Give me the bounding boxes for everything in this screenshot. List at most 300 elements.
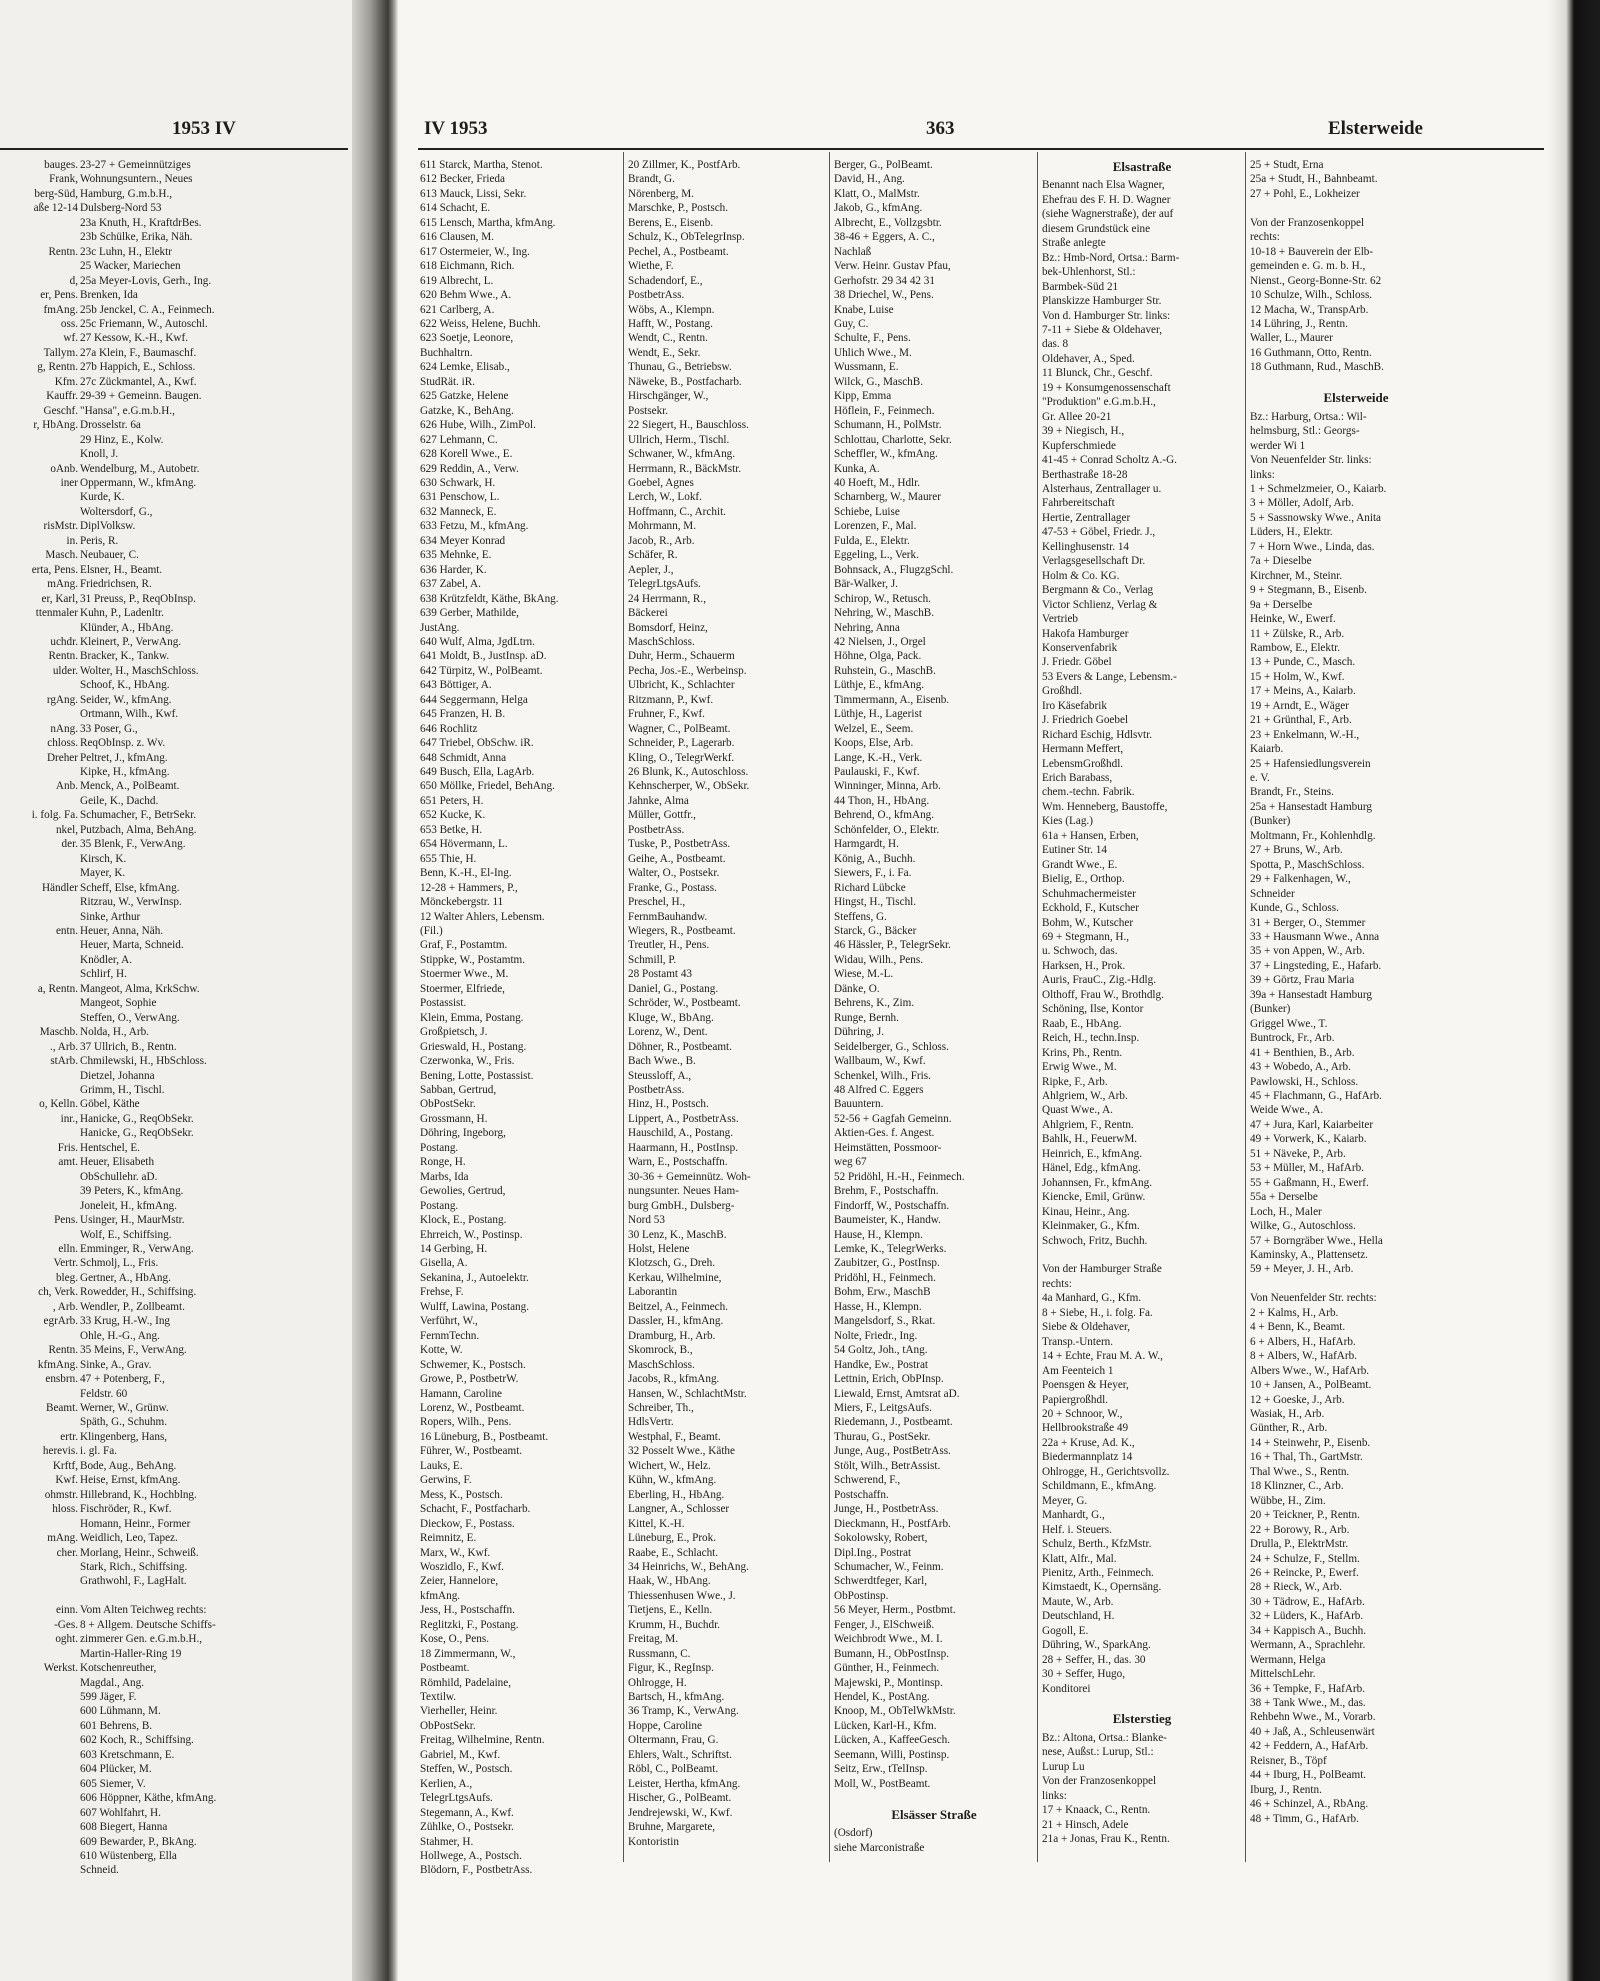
column-divider — [1037, 152, 1038, 1862]
directory-entry: Sinke, Arthur — [80, 910, 141, 923]
directory-entry: Sekanina, J., Autoelektr. — [420, 1271, 529, 1284]
directory-entry: Tuske, P., PostbetrAss. — [628, 838, 731, 851]
directory-entry: Ehrreich, W., Postinsp. — [420, 1228, 523, 1241]
directory-entry: Ritzrau, W., VerwInsp. — [80, 896, 182, 909]
directory-entry: 16 Lüneburg, B., Postbeamt. — [420, 1430, 549, 1443]
directory-entry: Berger, G., PolBeamt. — [834, 159, 933, 171]
directory-entry: Döhner, R., Postbeamt. — [628, 1040, 732, 1053]
directory-entry: 24 Herrmann, R., — [628, 592, 706, 605]
directory-entry: Vom Alten Teichweg rechts: — [80, 1604, 207, 1617]
directory-entry: "Produktion" e.G.m.b.H., — [1042, 396, 1156, 409]
directory-entry: ulder. — [52, 664, 78, 677]
directory-entry: Händler — [41, 881, 78, 894]
directory-entry: Gogoll, E. — [1042, 1624, 1089, 1637]
directory-entry: Ronge, H. — [420, 1156, 466, 1169]
directory-entry: Thunau, G., Betriebsw. — [628, 361, 732, 374]
directory-entry: Majewski, P., Montinsp. — [834, 1676, 943, 1689]
directory-entry: Tallym. — [43, 346, 78, 359]
directory-entry: Harksen, H., Prok. — [1042, 959, 1126, 972]
directory-entry: 609 Bewarder, P., BkAng. — [80, 1835, 197, 1848]
directory-entry: Führer, W., Postbeamt. — [420, 1445, 523, 1458]
directory-entry: Maschb. — [39, 1026, 78, 1039]
directory-entry: 618 Eichmann, Rich. — [420, 260, 515, 273]
directory-entry: Wübbe, H., Zim. — [1250, 1494, 1326, 1507]
directory-entry: HdlsVertr. — [628, 1416, 674, 1429]
directory-entry: 39 + Görtz, Frau Maria — [1250, 974, 1355, 987]
directory-entry: Runge, Bernh. — [834, 1011, 899, 1024]
directory-entry: 51 + Näveke, P., Arb. — [1250, 1147, 1346, 1160]
directory-entry: Klotzsch, G., Dreh. — [628, 1257, 715, 1270]
directory-entry: amt. — [58, 1156, 78, 1169]
directory-entry: links: — [1250, 468, 1275, 481]
directory-entry: David, H., Ang. — [834, 173, 905, 186]
directory-entry: Näweke, B., Postfacharb. — [628, 375, 742, 388]
directory-entry: Mönckebergstr. 11 — [420, 896, 504, 909]
page-street-header: Elsterweide — [1328, 118, 1423, 139]
directory-entry: 46 Hässler, P., TelegrSekr. — [834, 939, 951, 952]
directory-entry: Gr. Allee 20-21 — [1042, 410, 1112, 423]
directory-entry: Schildmann, E., kfmAng. — [1042, 1480, 1157, 1493]
directory-entry: Döhring, Ingeborg, — [420, 1127, 506, 1140]
column-5 — [1250, 158, 1462, 1858]
directory-entry: Fischröder, R., Kwf. — [80, 1503, 172, 1516]
directory-entry — [0, 621, 78, 635]
directory-entry: Aepler, J., — [628, 563, 674, 576]
directory-entry: 25 + Hafensiedlungsverein — [1250, 757, 1371, 770]
directory-entry — [0, 1069, 78, 1083]
directory-entry: Knabe, Luise — [834, 303, 894, 316]
directory-entry: 23b Schülke, Erika, Näh. — [80, 231, 193, 244]
directory-entry: Kunde, G., Schloss. — [1250, 902, 1339, 915]
directory-entry: Schlottau, Charlotte, Sekr. — [834, 433, 952, 446]
directory-entry: König, A., Buchh. — [834, 852, 916, 865]
directory-entry — [0, 505, 78, 519]
directory-entry: Papiergroßhdl. — [1042, 1393, 1108, 1406]
directory-entry: Ortmann, Wilh., Kwf. — [80, 708, 179, 721]
directory-entry: FernmBauhandw. — [628, 910, 708, 923]
directory-entry: 35 + von Appen, W., Arb. — [1250, 945, 1365, 958]
directory-entry: 40 Hoeft, M., Hdlr. — [834, 476, 921, 489]
directory-entry: Masch. — [45, 549, 78, 562]
directory-entry: Friedrichsen, R. — [80, 578, 152, 591]
directory-entry: Auris, FrauC., Zig.-Hdlg. — [1042, 974, 1157, 987]
directory-entry: stArb. — [50, 1055, 78, 1068]
directory-entry: Röbl, C., PolBeamt. — [628, 1763, 719, 1776]
directory-entry: ObPostSekr. — [420, 1719, 476, 1732]
directory-entry: Schwerdtfeger, Karl, — [834, 1575, 928, 1588]
directory-entry: Geschf. — [43, 404, 78, 417]
street-heading: Elsterstieg — [1112, 1711, 1172, 1727]
directory-entry: Chmilewski, H., HbSchloss. — [80, 1055, 207, 1068]
page-edition-label: IV 1953 — [424, 118, 488, 139]
directory-entry: Kose, O., Pens. — [420, 1633, 489, 1646]
directory-entry: Junge, Aug., PostBetrAss. — [834, 1445, 951, 1458]
directory-entry: 34 + Kappisch A., Buchh. — [1250, 1624, 1366, 1637]
directory-entry: 33 + Hausmann Wwe., Anna — [1250, 931, 1380, 944]
directory-entry: Grossmann, H. — [420, 1112, 488, 1125]
directory-entry — [0, 1415, 78, 1429]
directory-entry: 3 + Möller, Adolf, Arb. — [1250, 497, 1354, 510]
directory-entry: Schuhmachermeister — [1042, 887, 1136, 900]
directory-entry: ., Arb. — [50, 1040, 78, 1053]
directory-entry: 35 Meins, F., VerwAng. — [80, 1344, 187, 1357]
directory-entry: 22a + Kruse, Ad. K., — [1042, 1436, 1135, 1449]
directory-entry: Alsterhaus, Zentrallager u. — [1042, 482, 1162, 495]
directory-entry: hloss. — [52, 1503, 78, 1516]
directory-entry: Dänke, O. — [834, 982, 880, 995]
directory-entry: Wiegers, R., Postbeamt. — [628, 925, 736, 938]
directory-entry: 11 Blunck, Chr., Geschf. — [1042, 367, 1153, 380]
directory-entry: Magdal., Ang. — [80, 1676, 145, 1689]
directory-entry: 634 Meyer Konrad — [420, 534, 506, 547]
directory-entry — [0, 996, 78, 1010]
directory-entry: FernmTechn. — [420, 1329, 480, 1342]
directory-entry: Schwerend, F., — [834, 1474, 901, 1487]
directory-entry: Brandt, G. — [628, 173, 675, 186]
directory-entry: iner — [60, 476, 78, 489]
directory-entry: Am Feenteich 1 — [1042, 1364, 1114, 1377]
column-divider — [1245, 152, 1246, 1862]
directory-entry: Moltmann, Fr., Kohlenhdlg. — [1250, 829, 1376, 842]
directory-entry — [1042, 1248, 1242, 1262]
directory-entry: 21 + Grünthal, F., Arb. — [1250, 714, 1352, 727]
directory-entry: Dipl.Ing., Postrat — [834, 1546, 912, 1559]
directory-entry: Heimstätten, Possmoor- — [834, 1141, 942, 1154]
directory-entry: Grathwohl, F., LagHalt. — [80, 1575, 187, 1588]
directory-entry: Kaiarb. — [1250, 743, 1284, 756]
directory-entry: Pienitz, Arth., Feinmech. — [1042, 1566, 1154, 1579]
column-4 — [1042, 158, 1242, 1858]
directory-entry: Ohle, H.-G., Ang. — [80, 1329, 160, 1342]
directory-entry: Nörenberg, M. — [628, 187, 694, 200]
directory-entry: Marx, W., Kwf. — [420, 1546, 491, 1559]
directory-entry: Von der Franzosenkoppel — [1250, 216, 1365, 229]
directory-entry: i. folg. Fa. — [31, 809, 78, 822]
directory-entry — [0, 1560, 78, 1574]
directory-entry: 610 Wüstenberg, Ella — [80, 1850, 177, 1863]
directory-entry: Guy, C. — [834, 317, 869, 330]
directory-entry: Franke, G., Postass. — [628, 881, 717, 894]
directory-entry: risMstr. — [43, 520, 78, 533]
directory-entry: Hermann Meffert, — [1042, 743, 1124, 756]
directory-entry: 45 + Flachmann, G., HafArb. — [1250, 1090, 1382, 1102]
directory-entry: Hoppe, Caroline — [628, 1719, 702, 1732]
directory-entry: Kfm. — [54, 375, 78, 388]
directory-entry: Kiencke, Emil, Grünw. — [1042, 1191, 1146, 1204]
directory-entry: Drosselstr. 6a — [80, 419, 141, 432]
directory-entry: Marschke, P., Postsch. — [628, 202, 729, 215]
directory-entry: 20 + Schnoor, W., — [1042, 1407, 1123, 1420]
directory-entry: Hoffmann, C., Archit. — [628, 505, 726, 518]
directory-entry: Dassler, H., kfmAng. — [628, 1315, 724, 1328]
directory-entry: Homann, Heinr., Former — [80, 1517, 191, 1530]
directory-entry — [0, 1199, 78, 1213]
directory-entry: Schmolj, L., Fris. — [80, 1257, 159, 1270]
directory-entry: Harmgardt, H. — [834, 838, 899, 851]
directory-entry: Scheffler, W., kfmAng. — [834, 448, 938, 461]
directory-entry: Bening, Lotte, Postassist. — [420, 1069, 534, 1082]
directory-entry: Quast Wwe., A. — [1042, 1104, 1113, 1117]
directory-entry: Martin-Haller-Ring 19 — [80, 1647, 182, 1660]
directory-entry: 61a + Hansen, Erben, — [1042, 829, 1139, 842]
directory-entry: Siebe & Oldehaver, — [1042, 1321, 1131, 1334]
directory-entry: Widau, Wilh., Pens. — [834, 953, 924, 966]
directory-entry: Klock, E., Postang. — [420, 1214, 507, 1227]
directory-entry: Starck, G., Bäcker — [834, 925, 917, 938]
directory-entry: 52-56 + Gagfah Gemeinn. — [834, 1112, 952, 1125]
directory-entry: Seemann, Willi, Postinsp. — [834, 1748, 950, 1761]
directory-entry: Hanicke, G., ReqObSekr. — [80, 1112, 194, 1125]
directory-entry: 23 + Enkelmann, W.-H., — [1250, 728, 1360, 741]
directory-entry: 627 Lehmann, C. — [420, 433, 498, 446]
directory-entry: egrArb. — [43, 1315, 78, 1328]
directory-entry: Lurup Lu — [1042, 1760, 1085, 1773]
directory-entry: Postassist. — [420, 997, 467, 1010]
directory-entry: Berens, E., Eisenb. — [628, 216, 714, 229]
directory-entry: Bracker, K., Tankw. — [80, 650, 170, 663]
directory-entry: Mess, K., Postsch. — [420, 1488, 503, 1501]
directory-entry: Schulz, Berth., KfzMstr. — [1042, 1538, 1152, 1551]
directory-entry: Hentschel, E. — [80, 1141, 140, 1154]
directory-entry: 600 Lühmann, M. — [80, 1705, 161, 1718]
directory-entry: Siewers, F., i. Fa. — [834, 867, 912, 880]
directory-entry: Grandt Wwe., E. — [1042, 858, 1118, 871]
directory-entry: 39a + Hansestadt Hamburg — [1250, 988, 1372, 1001]
street-heading: Elsässer Straße — [891, 1806, 977, 1822]
directory-entry: Schumacher, W., Feinm. — [834, 1560, 944, 1573]
directory-entry: Postang. — [420, 1141, 459, 1154]
directory-entry: Krins, Ph., Rentn. — [1042, 1046, 1123, 1059]
directory-entry: Ohlrogge, H. — [628, 1676, 687, 1689]
directory-entry: DiplVolksw. — [80, 520, 136, 533]
directory-entry: 628 Korell Wwe., E. — [420, 448, 513, 461]
column-divider — [623, 152, 624, 1862]
directory-entry: Kimstaedt, K., Opernsäng. — [1042, 1581, 1162, 1594]
directory-entry: Kotschenreuther, — [80, 1662, 157, 1675]
directory-entry: Verlagsgesellschaft Dr. — [1042, 555, 1146, 568]
directory-entry: Bohm, W., Kutscher — [1042, 916, 1134, 929]
directory-entry: 8 + Allgem. Deutsche Schiffs- — [80, 1618, 216, 1631]
directory-entry: Dühring, J. — [834, 1026, 885, 1039]
directory-entry: Holm & Co. KG. — [1042, 569, 1120, 582]
directory-entry: Winninger, Minna, Arb. — [834, 780, 941, 793]
directory-entry: 642 Türpitz, W., PolBeamt. — [420, 664, 543, 677]
directory-entry: 615 Lensch, Martha, kfmAng. — [420, 216, 556, 229]
directory-entry: Daniel, G., Postang. — [628, 982, 719, 995]
directory-entry: 47 + Jura, Karl, Kaiarbeiter — [1250, 1118, 1374, 1131]
directory-entry: Stahmer, H. — [420, 1835, 474, 1848]
directory-entry: Eberling, H., HbAng. — [628, 1488, 725, 1501]
directory-entry: 23c Luhn, H., Elektr — [80, 245, 172, 258]
directory-entry — [0, 707, 78, 721]
directory-entry: ertr. — [60, 1430, 78, 1443]
directory-entry: Junge, H., PostbetrAss. — [834, 1503, 939, 1516]
directory-entry: 631 Penschow, L. — [420, 491, 500, 504]
directory-entry — [0, 230, 78, 244]
directory-entry: 630 Schwark, H. — [420, 476, 496, 489]
directory-entry: Buchhaltrn. — [420, 346, 473, 359]
directory-entry: 649 Busch, Ella, LagArb. — [420, 766, 535, 779]
directory-entry: 608 Biegert, Hanna — [80, 1821, 168, 1834]
directory-entry: Kerlien, A., — [420, 1777, 473, 1790]
directory-entry: Iro Käsefabrik — [1042, 699, 1107, 712]
directory-entry: Duhr, Herm., Schauerm — [628, 650, 735, 663]
directory-entry: Kirchner, M., Steinr. — [1250, 569, 1343, 582]
directory-entry: nkel, — [55, 823, 78, 836]
directory-entry: Brehm, F., Postschaffn. — [834, 1185, 939, 1198]
directory-entry: Lange, K.-H., Verk. — [834, 751, 923, 764]
directory-entry: o, Kelln. — [39, 1098, 78, 1111]
directory-entry: Hertie, Zentrallager — [1042, 511, 1131, 524]
directory-entry: Scharnberg, W., Maurer — [834, 491, 941, 504]
directory-entry: 55a + Derselbe — [1250, 1191, 1318, 1204]
directory-entry: Wiethe, F. — [628, 260, 674, 273]
directory-entry: Eckhold, F., Kutscher — [1042, 902, 1139, 915]
page-number: 363 — [926, 118, 955, 139]
directory-entry: Wulff, Lawina, Postang. — [420, 1300, 530, 1313]
directory-entry: 645 Franzen, H. B. — [420, 708, 506, 721]
directory-entry: 629 Reddin, A., Verw. — [420, 462, 519, 475]
directory-entry: PostbetrAss. — [628, 289, 685, 302]
directory-entry: Knoop, M., ObTelWkMstr. — [834, 1705, 956, 1718]
directory-entry: 5 + Sassnowsky Wwe., Anita — [1250, 511, 1382, 524]
directory-entry: 612 Becker, Frieda — [420, 173, 505, 186]
directory-entry: bleg. — [55, 1271, 78, 1284]
directory-entry: aße 12-14 — [33, 202, 78, 215]
directory-entry: 33 Krug, H.-W., Ing — [80, 1315, 171, 1328]
directory-entry: e. V. — [1250, 772, 1270, 785]
directory-entry: Wallbaum, W., Kwf. — [834, 1055, 926, 1068]
directory-entry: 21 + Hinsch, Adele — [1042, 1818, 1129, 1831]
directory-entry — [1250, 375, 1462, 389]
directory-entry: Schiebe, Luise — [834, 505, 900, 518]
directory-entry: Kleinert, P., VerwAng. — [80, 635, 182, 648]
directory-entry: Koops, Else, Arb. — [834, 737, 914, 750]
directory-entry: Fris. — [57, 1141, 78, 1154]
directory-entry: Ahlgriem, F., Rentn. — [1042, 1118, 1134, 1131]
directory-entry: berg-Süd, — [34, 187, 78, 200]
directory-entry: Vierheller, Heinr. — [420, 1705, 498, 1718]
directory-entry: Rentn. — [48, 650, 78, 663]
directory-entry: 31 Preuss, P., ReqObInsp. — [80, 592, 196, 605]
directory-entry: Loch, H., Maler — [1250, 1205, 1322, 1218]
directory-entry: Manhardt, G., — [1042, 1509, 1105, 1522]
directory-entry: Straße anlegte — [1042, 237, 1106, 250]
directory-entry: Richard Lübcke — [834, 881, 906, 894]
directory-entry: Benannt nach Elsa Wagner, — [1042, 179, 1165, 192]
directory-entry: Von Neuenfelder Str. links: — [1250, 454, 1372, 467]
directory-entry: bek-Uhlenhorst, Stl.: — [1042, 266, 1136, 279]
directory-entry: Helf. i. Steuers. — [1042, 1523, 1112, 1536]
directory-entry: Bz.: Harburg, Ortsa.: Wil- — [1250, 410, 1367, 423]
directory-entry: 30 Lenz, K., MaschB. — [628, 1228, 727, 1241]
directory-entry: Frank, — [49, 173, 78, 186]
directory-entry: 36 Tramp, K., VerwAng. — [628, 1705, 739, 1718]
directory-entry: Gabriel, M., Kwf. — [420, 1748, 501, 1761]
directory-entry: Konservenfabrik — [1042, 641, 1118, 654]
directory-entry: 44 Thon, H., HbAng. — [834, 794, 930, 807]
directory-entry: 52 Pridöhl, H.-H., Feinmech. — [834, 1170, 965, 1183]
directory-entry: Ropers, Wilh., Pens. — [420, 1416, 512, 1429]
directory-entry: Schäfer, R. — [628, 549, 678, 562]
page-edge-shadow — [1548, 0, 1600, 1981]
directory-entry: chloss. — [47, 737, 78, 750]
directory-entry: Gatzke, K., BehAng. — [420, 404, 514, 417]
directory-entry: 635 Mehnke, E. — [420, 549, 492, 562]
directory-entry: Griggel Wwe., T. — [1250, 1017, 1328, 1030]
directory-entry: 10-18 + Bauverein der Elb- — [1250, 245, 1374, 258]
directory-entry: Dieckow, F., Postass. — [420, 1517, 515, 1530]
directory-entry: Seider, W., kfmAng. — [80, 693, 172, 706]
directory-entry: Wohnungsuntern., Neues — [80, 173, 193, 186]
directory-entry: ObPostSekr. — [420, 1098, 476, 1111]
directory-entry: Schulte, F., Pens. — [834, 332, 911, 345]
directory-entry: 28 + Rieck, W., Arb. — [1250, 1581, 1343, 1594]
directory-entry: Lerch, W., Lokf. — [628, 491, 702, 504]
directory-entry: ObSchullehr. aD. — [80, 1170, 158, 1183]
directory-entry: Sokolowsky, Robert, — [834, 1532, 928, 1545]
directory-entry: Frehse, F. — [420, 1286, 464, 1299]
directory-entry: Seidelberger, G., Schloss. — [834, 1040, 949, 1053]
directory-entry: Ritzmann, P., Kwf. — [628, 693, 714, 706]
directory-entry: Grimm, H., Tischl. — [80, 1084, 165, 1096]
directory-entry: 16 Guthmann, Otto, Rentn. — [1250, 346, 1372, 359]
directory-entry: Schneider — [1250, 887, 1295, 900]
directory-entry: Gewolies, Gertrud, — [420, 1185, 506, 1198]
directory-entry: rgAng. — [46, 693, 78, 706]
directory-entry: 59 + Meyer, J. H., Arb. — [1250, 1263, 1354, 1276]
directory-entry: Leister, Hertha, kfmAng. — [628, 1777, 741, 1790]
column-1 — [420, 158, 620, 1877]
directory-entry: 650 Möllke, Friedel, BehAng. — [420, 780, 555, 793]
directory-entry: Liewald, Ernst, Amtsrat aD. — [834, 1387, 960, 1400]
directory-entry: 620 Behm Wwe., A. — [420, 289, 512, 302]
directory-entry: Fruhner, F., Kwf. — [628, 708, 705, 721]
directory-entry: 34 Heinrichs, W., BehAng. — [628, 1560, 749, 1573]
directory-entry: Hamburg, G.m.b.H., — [80, 187, 173, 200]
directory-entry: Kling, O., TelegrWerkf. — [628, 751, 735, 764]
directory-entry — [0, 1228, 78, 1242]
directory-entry: Sinke, A., Grav. — [80, 1358, 152, 1371]
directory-entry: Lemke, K., TelegrWerks. — [834, 1242, 947, 1255]
directory-entry: 27 + Pohl, E., Lokheizer — [1250, 187, 1360, 200]
directory-entry: Peris, R. — [80, 534, 119, 547]
directory-entry: Werner, W., Grünw. — [80, 1401, 169, 1414]
directory-entry: 9 + Stegmann, B., Eisenb. — [1250, 584, 1367, 597]
directory-entry: Olthoff, Frau W., Brothdlg. — [1042, 988, 1164, 1001]
directory-entry: Jahnke, Alma — [628, 794, 689, 807]
directory-entry: 19 + Arndt, E., Wäger — [1250, 699, 1349, 712]
directory-entry: 606 Höppner, Käthe, kfmAng. — [80, 1792, 217, 1805]
directory-entry: Emminger, R., VerwAng. — [80, 1242, 194, 1255]
directory-entry: Ohlrogge, H., Gerichtsvollz. — [1042, 1465, 1170, 1478]
directory-entry: 13 + Punde, C., Masch. — [1250, 656, 1356, 669]
directory-entry: Bartsch, H., kfmAng. — [628, 1691, 725, 1704]
directory-entry: Berthastraße 18-28 — [1042, 468, 1128, 481]
directory-entry: 35 Blenk, F., VerwAng. — [80, 838, 186, 851]
directory-entry: Kehnscherper, W., ObSekr. — [628, 780, 750, 793]
directory-entry: nese, Außst.: Lurup, Stl.: — [1042, 1746, 1154, 1759]
directory-entry: 33 Poser, G., — [80, 722, 138, 735]
directory-entry: 25c Friemann, W., Autoschl. — [80, 317, 208, 330]
directory-entry: Heinke, W., Ewerf. — [1250, 613, 1336, 626]
directory-entry: Höflein, F., Feinmech. — [834, 404, 935, 417]
directory-entry: Dreher — [46, 751, 78, 764]
directory-entry: Rowedder, H., Schiffsing. — [80, 1286, 197, 1299]
directory-entry — [0, 1083, 78, 1097]
directory-entry: 602 Koch, R., Schiffsing. — [80, 1734, 194, 1747]
directory-entry — [0, 1387, 78, 1401]
